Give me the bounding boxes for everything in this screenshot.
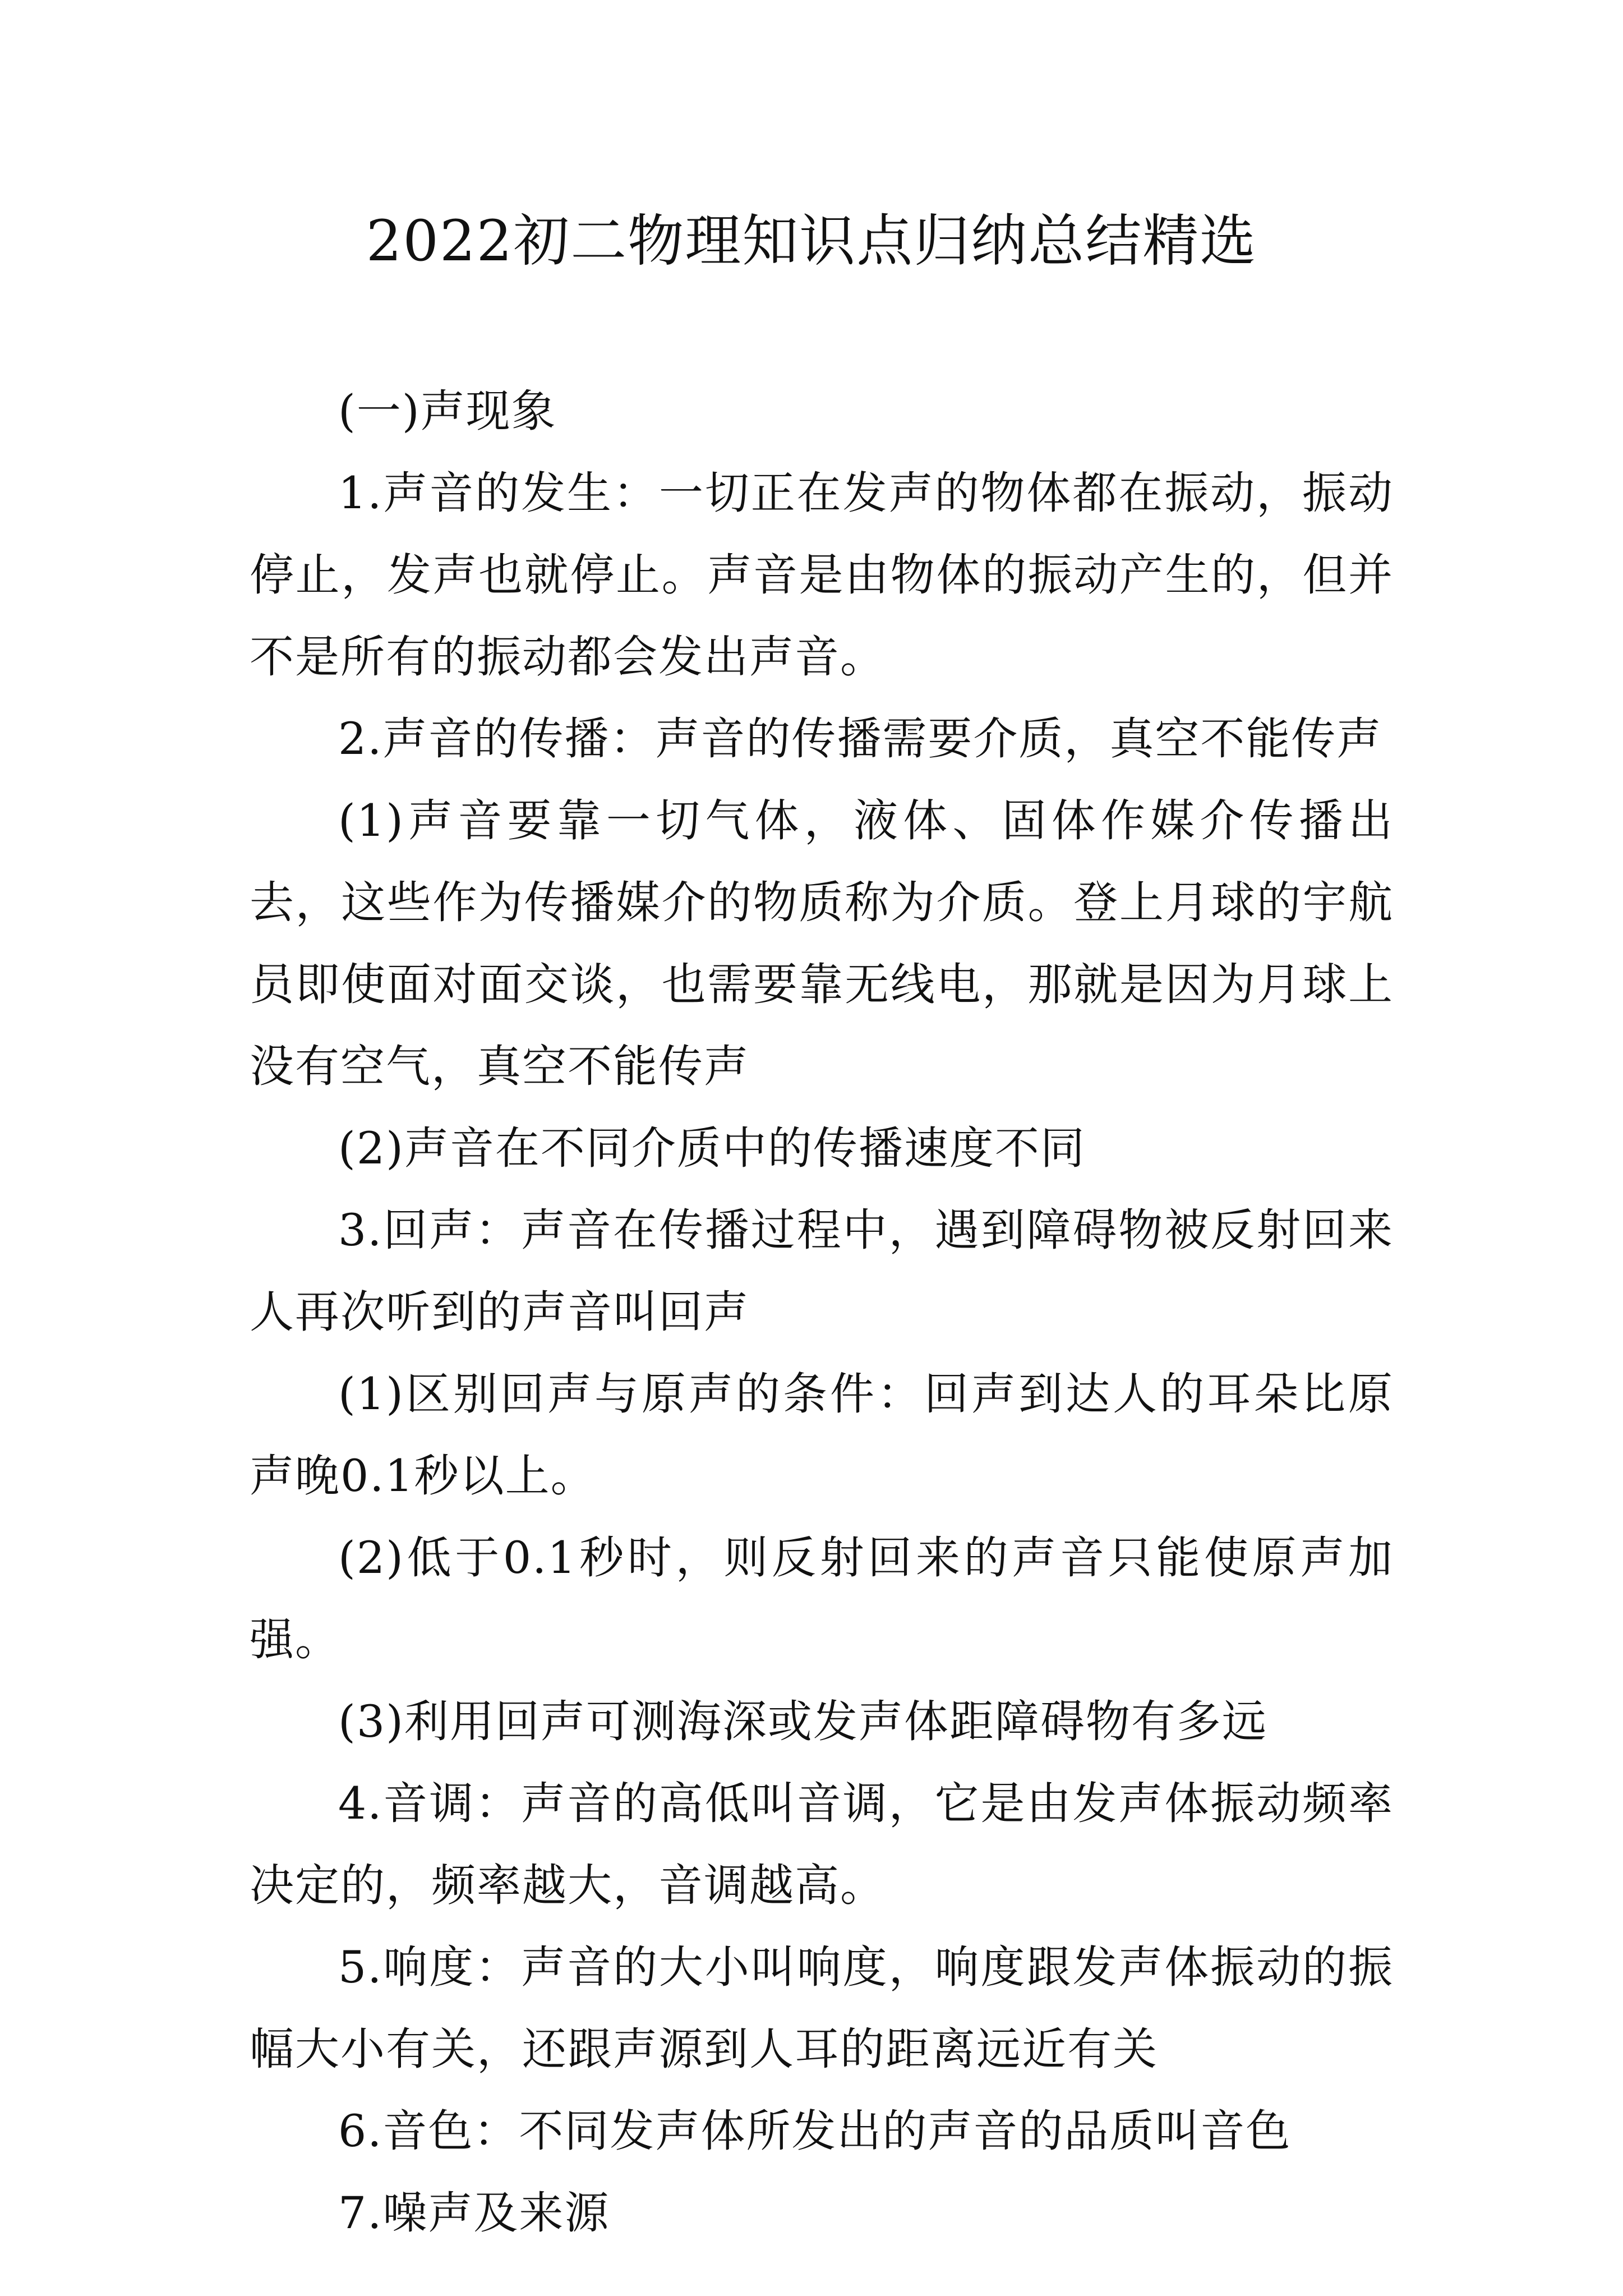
paragraph-echo-condition: (1)区别回声与原声的条件：回声到达人的耳朵比原声晚0.1秒以上。 bbox=[250, 1368, 1394, 1502]
paragraph-noise: 7.噪声及来源 bbox=[338, 2187, 610, 2239]
paragraph-echo: 3.回声：声音在传播过程中，遇到障碍物被反射回来人再次听到的声音叫回声 bbox=[250, 1204, 1394, 1338]
paragraph-echo-measure: (3)利用回声可测海深或发声体距障碍物有多远 bbox=[338, 1696, 1267, 1747]
paragraph-echo-strengthen: (2)低于0.1秒时，则反射回来的声音只能使原声加强。 bbox=[250, 1532, 1394, 1665]
paragraph-propagation-speed: (2)声音在不同介质中的传播速度不同 bbox=[338, 1122, 1086, 1174]
section-heading-sound: (一)声现象 bbox=[338, 385, 557, 437]
document-title: 2022初二物理知识点归纳总结精选 bbox=[366, 208, 1257, 274]
document-body bbox=[250, 370, 1394, 2254]
paragraph-pitch: 4.音调：声音的高低叫音调，它是由发声体振动频率决定的，频率越大，音调越高。 bbox=[250, 1778, 1394, 1911]
paragraph-propagation-medium: (1)声音要靠一切气体，液体、固体作媒介传播出去，这些作为传播媒介的物质称为介质。登上月球的宇航员即使面对面交谈，也需要靠无线电，那就是因为月球上没有空气，真空不能传声 bbox=[250, 795, 1394, 1092]
paragraph-loudness: 5.响度：声音的大小叫响度，响度跟发声体振动的振幅大小有关，还跟声源到人耳的距离远近有关 bbox=[250, 1941, 1394, 2075]
paragraph-timbre: 6.音色：不同发声体所发出的声音的品质叫音色 bbox=[338, 2105, 1292, 2157]
paragraph-sound-propagation: 2.声音的传播：声音的传播需要介质，真空不能传声 bbox=[338, 713, 1382, 765]
paragraph-sound-production: 1.声音的发生：一切正在发声的物体都在振动，振动停止，发声也就停止。声音是由物体的振动产生的，但并不是所有的振动都会发出声音。 bbox=[250, 467, 1394, 683]
